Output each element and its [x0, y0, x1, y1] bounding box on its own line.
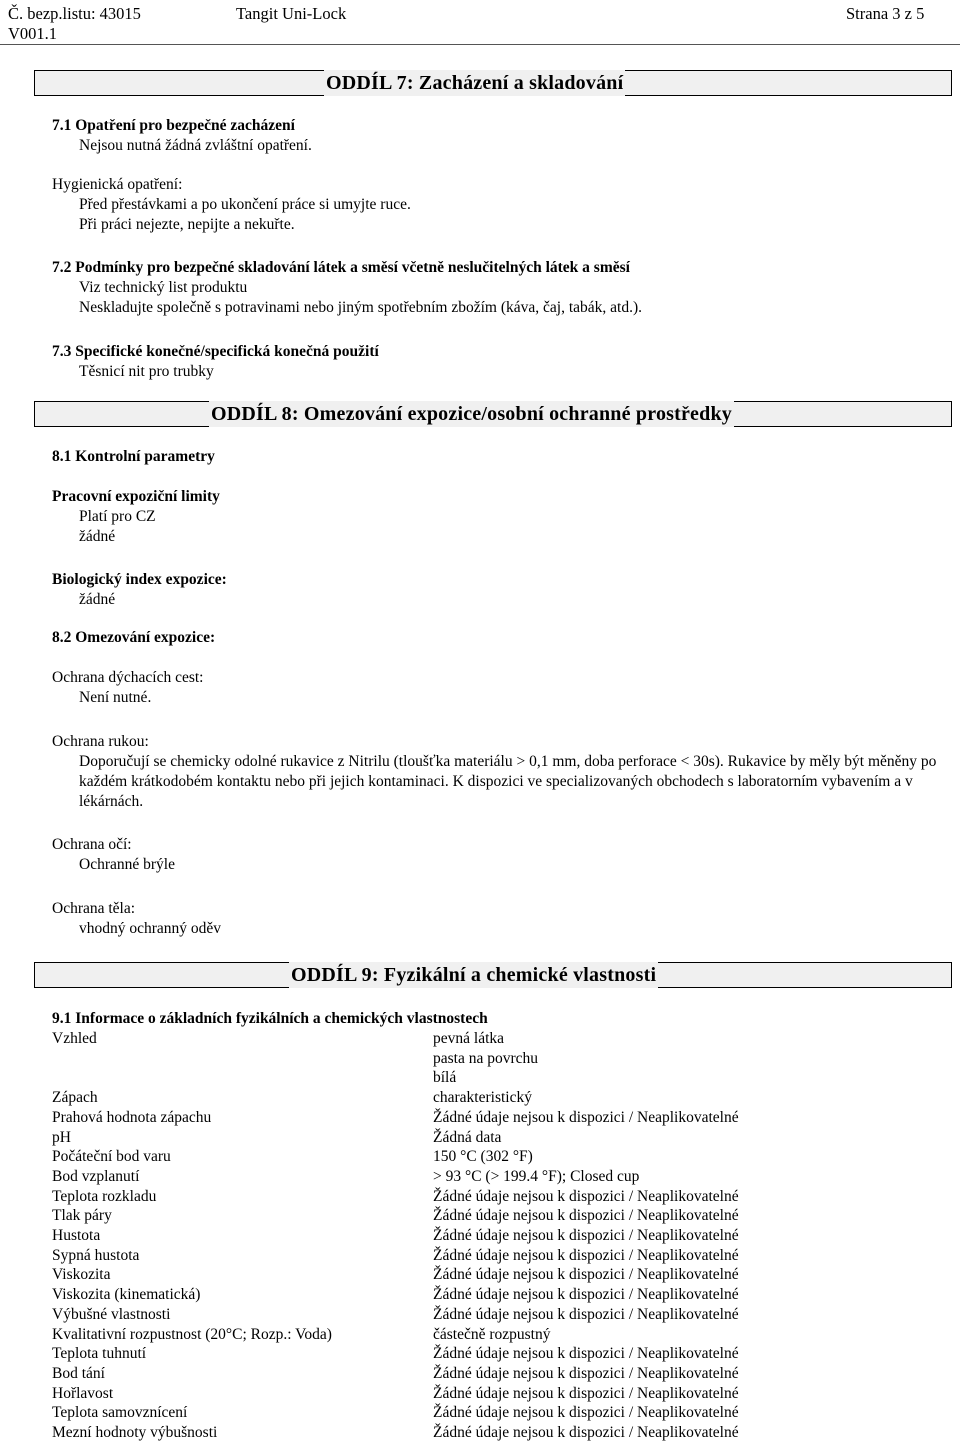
heading-8-2: 8.2 Omezování expozice:	[52, 629, 216, 646]
property-value: 150 °C (302 °F)	[433, 1148, 533, 1166]
property-value: Žádné údaje nejsou k dispozici / Neaplikovatelné	[433, 1246, 739, 1264]
sheet-number: Č. bezp.listu: 43015	[8, 4, 141, 23]
hand-protection-label: Ochrana rukou:	[52, 733, 149, 750]
biological-index-label: Biologický index expozice:	[52, 571, 227, 588]
property-name: Bod vzplanutí	[52, 1167, 140, 1185]
property-value: Žádné údaje nejsou k dispozici / Neaplikovatelné	[433, 1286, 739, 1304]
exposure-limits-label: Pracovní expoziční limity	[52, 488, 220, 505]
property-value: pevná látka	[433, 1030, 505, 1047]
product-name: Tangit Uni-Lock	[236, 4, 347, 23]
text-7-2-b: Neskladujte společně s potravinami nebo jiným spotřebním zbožím (káva, čaj, tabák, atd.).	[79, 299, 643, 316]
property-name: Hořlavost	[52, 1384, 114, 1402]
property-value: Žádné údaje nejsou k dispozici / Neaplikovatelné	[433, 1187, 739, 1205]
property-value: částečně rozpustný	[433, 1325, 551, 1343]
header-rule	[0, 44, 960, 45]
property-name: Viskozita	[52, 1266, 111, 1284]
text-7-3: Těsnicí nit pro trubky	[79, 363, 214, 380]
property-value: Žádné údaje nejsou k dispozici / Neaplikovatelné	[433, 1384, 739, 1402]
respiratory-label: Ochrana dýchacích cest:	[52, 669, 204, 686]
property-value: Žádná data	[433, 1128, 502, 1146]
property-name: Viskozita (kinematická)	[52, 1286, 201, 1304]
property-name: Teplota rozkladu	[52, 1187, 157, 1205]
property-name: Sypná hustota	[52, 1246, 140, 1264]
text-7-1: Nejsou nutná žádná zvláštní opatření.	[79, 137, 312, 154]
exposure-limits-value: žádné	[79, 528, 116, 545]
text-7-2-a: Viz technický list produktu	[79, 279, 248, 296]
property-value: > 93 °C (> 199.4 °F); Closed cup	[433, 1167, 640, 1185]
exposure-limits-country: Platí pro CZ	[79, 508, 156, 525]
property-value: Žádné údaje nejsou k dispozici / Neaplikovatelné	[433, 1305, 739, 1323]
property-name: Hustota	[52, 1227, 101, 1244]
heading-9-1: 9.1 Informace o základních fyzikálních a chemických vlastnostech	[52, 1010, 488, 1027]
hand-protection-value: Doporučují se chemicky odolné rukavice z Nitrilu (tloušťka materiálu > 0,1 mm, doba perforace < 30s). Rukavice by měly být měněny po každém krátkodobém kontaktu nebo při jejich kontaminaci. K dispozici ve specializovaných obchodech s laboratorním vybavením a v lékárnách.	[79, 753, 937, 810]
body-protection-value: vhodný ochranný oděv	[79, 920, 222, 937]
property-name: Kvalitativní rozpustnost (20°C; Rozp.: Voda)	[52, 1325, 332, 1343]
eye-protection-value: Ochranné brýle	[79, 856, 175, 873]
heading-7-2: 7.2 Podmínky pro bezpečné skladování látek a směsí včetně neslučitelných látek a směsí	[52, 259, 630, 276]
biological-index-value: žádné	[79, 591, 116, 608]
property-value: pasta na povrchu	[433, 1049, 539, 1067]
property-value: charakteristický	[433, 1089, 532, 1107]
property-name: Teplota tuhnutí	[52, 1345, 147, 1363]
hygiene-line-1: Před přestávkami a po ukončení práce si umyjte ruce.	[79, 196, 411, 213]
property-name: Zápach	[52, 1089, 98, 1107]
page-number: Strana 3 z 5	[846, 4, 925, 23]
property-value: Žádné údaje nejsou k dispozici / Neaplikovatelné	[433, 1108, 739, 1126]
property-value: Žádné údaje nejsou k dispozici / Neaplikovatelné	[433, 1227, 739, 1244]
property-name: Bod tání	[52, 1364, 105, 1382]
property-value: bílá	[433, 1069, 457, 1087]
version: V001.1	[8, 24, 58, 43]
property-name: Výbušné vlastnosti	[52, 1305, 171, 1323]
property-name: Vzhled	[52, 1030, 97, 1047]
property-value: Žádné údaje nejsou k dispozici / Neaplikovatelné	[433, 1424, 739, 1441]
heading-8-1: 8.1 Kontrolní parametry	[52, 448, 215, 465]
section-9-title: ODDÍL 9: Fyzikální a chemické vlastnosti	[291, 964, 657, 986]
heading-7-1: 7.1 Opatření pro bezpečné zacházení	[52, 117, 295, 134]
hygiene-label: Hygienická opatření:	[52, 176, 183, 193]
property-name: Tlak páry	[52, 1207, 112, 1225]
property-value: Žádné údaje nejsou k dispozici / Neaplikovatelné	[433, 1364, 739, 1382]
property-name: Počáteční bod varu	[52, 1148, 171, 1166]
property-name: Mezní hodnoty výbušnosti	[52, 1424, 218, 1441]
property-name: Teplota samovznícení	[52, 1404, 188, 1422]
body-protection-label: Ochrana těla:	[52, 900, 136, 917]
section-8-title: ODDÍL 8: Omezování expozice/osobní ochranné prostředky	[211, 403, 732, 425]
eye-protection-label: Ochrana očí:	[52, 836, 132, 853]
property-value: Žádné údaje nejsou k dispozici / Neaplikovatelné	[433, 1345, 739, 1363]
respiratory-value: Není nutné.	[79, 689, 152, 706]
property-value: Žádné údaje nejsou k dispozici / Neaplikovatelné	[433, 1266, 739, 1284]
property-value: Žádné údaje nejsou k dispozici / Neaplikovatelné	[433, 1207, 739, 1225]
hygiene-line-2: Při práci nejezte, nepijte a nekuřte.	[79, 216, 295, 233]
property-value: Žádné údaje nejsou k dispozici / Neaplikovatelné	[433, 1404, 739, 1422]
section-7-title: ODDÍL 7: Zacházení a skladování	[326, 72, 624, 94]
property-name: pH	[52, 1128, 71, 1146]
property-name: Prahová hodnota zápachu	[52, 1108, 212, 1126]
heading-7-3: 7.3 Specifické konečné/specifická konečná použití	[52, 343, 379, 360]
